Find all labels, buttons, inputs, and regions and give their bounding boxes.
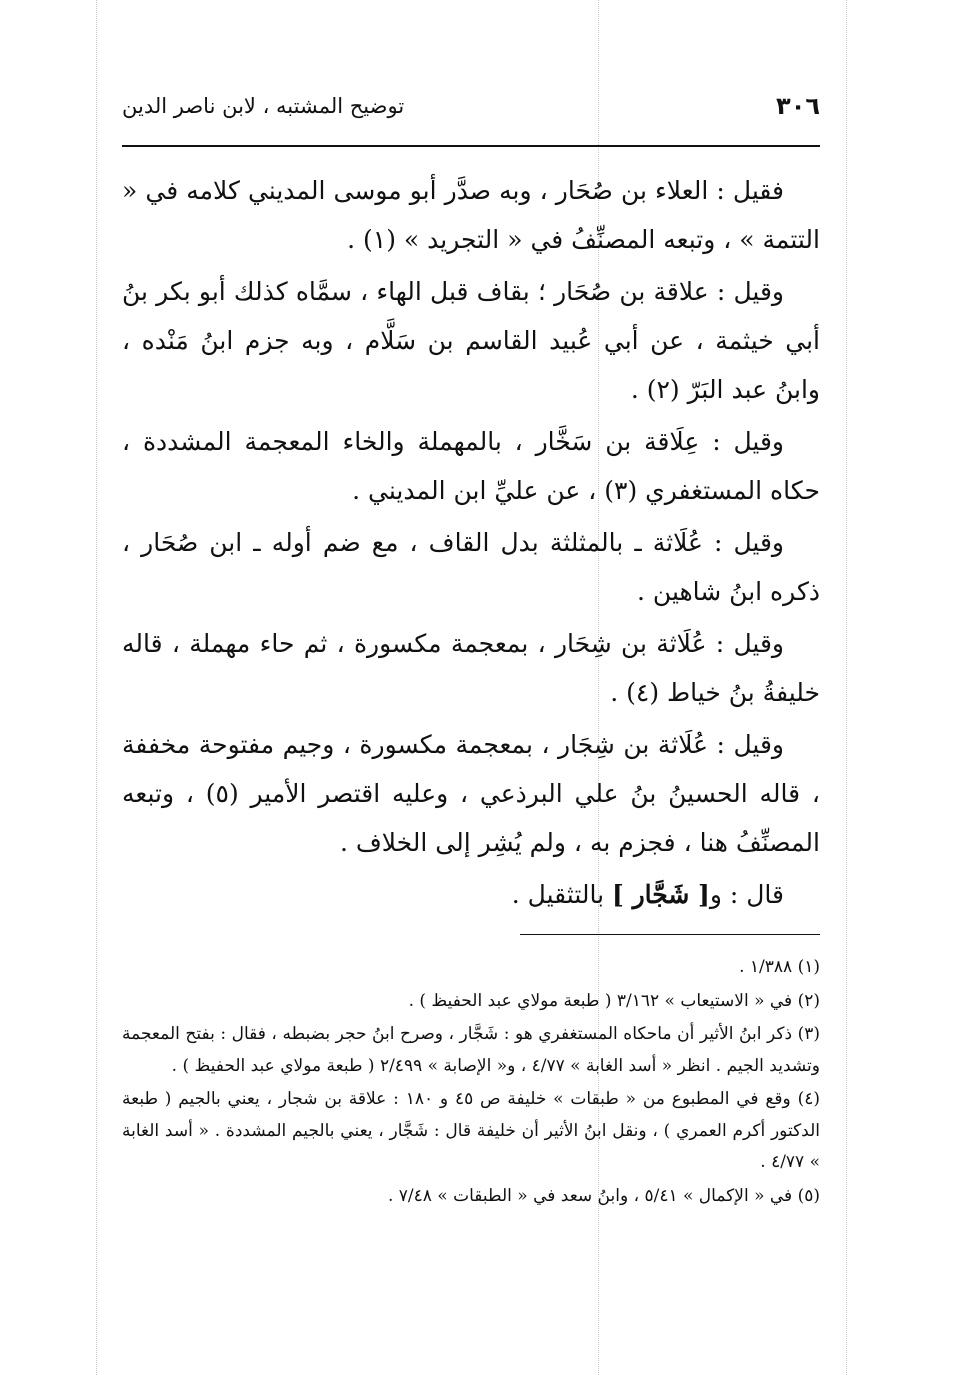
scan-guide-left bbox=[96, 0, 97, 1375]
scan-guide-right bbox=[846, 0, 847, 1375]
paragraph: وقيل : عُلَاثة ـ بالمثلثة بدل القاف ، مع ضم أوله ـ ابن صُحَار ، ذكره ابنُ شاهين . bbox=[122, 528, 820, 606]
footnotes bbox=[122, 952, 820, 1214]
final-line-suffix: بالتثقيل . bbox=[511, 880, 605, 909]
headword: [ شَجَّار ] bbox=[612, 880, 710, 909]
footnote-3: (٣) ذكر ابنُ الأثير أن ماحكاه المستغفري هو : شَجَّار ، وصرح ابنُ حجر بضبطه ، فقال : بفتح المعجمة وتشديد الجيم . انظر « أسد الغابة » ٤/٧٧ ، و« الإصابة » ٢/٤٩٩ ( طبعة مولاي عبد الحفيظ ) . bbox=[122, 1024, 820, 1076]
final-line bbox=[122, 870, 820, 919]
footnote-5: (٥) في « الإكمال » ٥/٤١ ، وابنُ سعد في « الطبقات » ٧/٤٨ . bbox=[387, 1185, 820, 1206]
footnote-rule bbox=[520, 934, 820, 935]
page-header bbox=[122, 92, 820, 132]
footnote-1: (١) ١/٣٨٨ . bbox=[739, 957, 820, 977]
paragraph: وقيل : عُلَاثة بن شِحَار ، بمعجمة مكسورة ، ثم حاء مهملة ، قاله خليفةُ بنُ خياط (٤) . bbox=[122, 629, 820, 707]
final-line-prefix: قال : و bbox=[709, 880, 784, 909]
running-title: توضيح المشتبه ، لابن ناصر الدين bbox=[122, 94, 405, 118]
footnote-2: (٢) في « الاستيعاب » ٣/١٦٢ ( طبعة مولاي عبد الحفيظ ) . bbox=[408, 990, 820, 1011]
main-text bbox=[122, 166, 820, 922]
paragraph: وقيل : عُلَاثة بن شِجَار ، بمعجمة مكسورة ، وجيم مفتوحة مخففة ، قاله الحسينُ بنُ علي البرذعي ، وعليه اقتصر الأمير (٥) ، وتبعه المصنِّفُ هنا ، فجزم به ، ولم يُشِر إلى الخلاف . bbox=[122, 730, 820, 857]
footnote-4: (٤) وقع في المطبوع من « طبقات » خليفة ص ٤٥ و ١٨٠ : علاقة بن شجار ، يعني بالجيم ( طبعة الدكتور أكرم العمري ) ، ونقل ابنُ الأثير أن خليفة قال : شَجَّار ، يعني بالجيم المشددة . « أسد الغابة » ٤/٧٧ . bbox=[122, 1089, 820, 1172]
header-rule bbox=[122, 145, 820, 147]
page-number: ٣٠٦ bbox=[776, 92, 820, 120]
paragraph: وقيل : عِلَاقة بن سَخَّار ، بالمهملة والخاء المعجمة المشددة ، حكاه المستغفري (٣) ، عن عليِّ ابن المديني . bbox=[122, 427, 820, 505]
paragraph: وقيل : علاقة بن صُحَار ؛ بقاف قبل الهاء ، سمَّاه كذلك أبو بكر بنُ أبي خيثمة ، عن أبي عُبيد القاسم بن سَلَّام ، وبه جزم ابنُ مَنْده ، وابنُ عبد البَرّ (٢) . bbox=[122, 277, 820, 404]
paragraph: فقيل : العلاء بن صُحَار ، وبه صدَّر أبو موسى المديني كلامه في « التتمة » ، وتبعه المصنِّفُ في « التجريد » (١) . bbox=[122, 176, 820, 254]
